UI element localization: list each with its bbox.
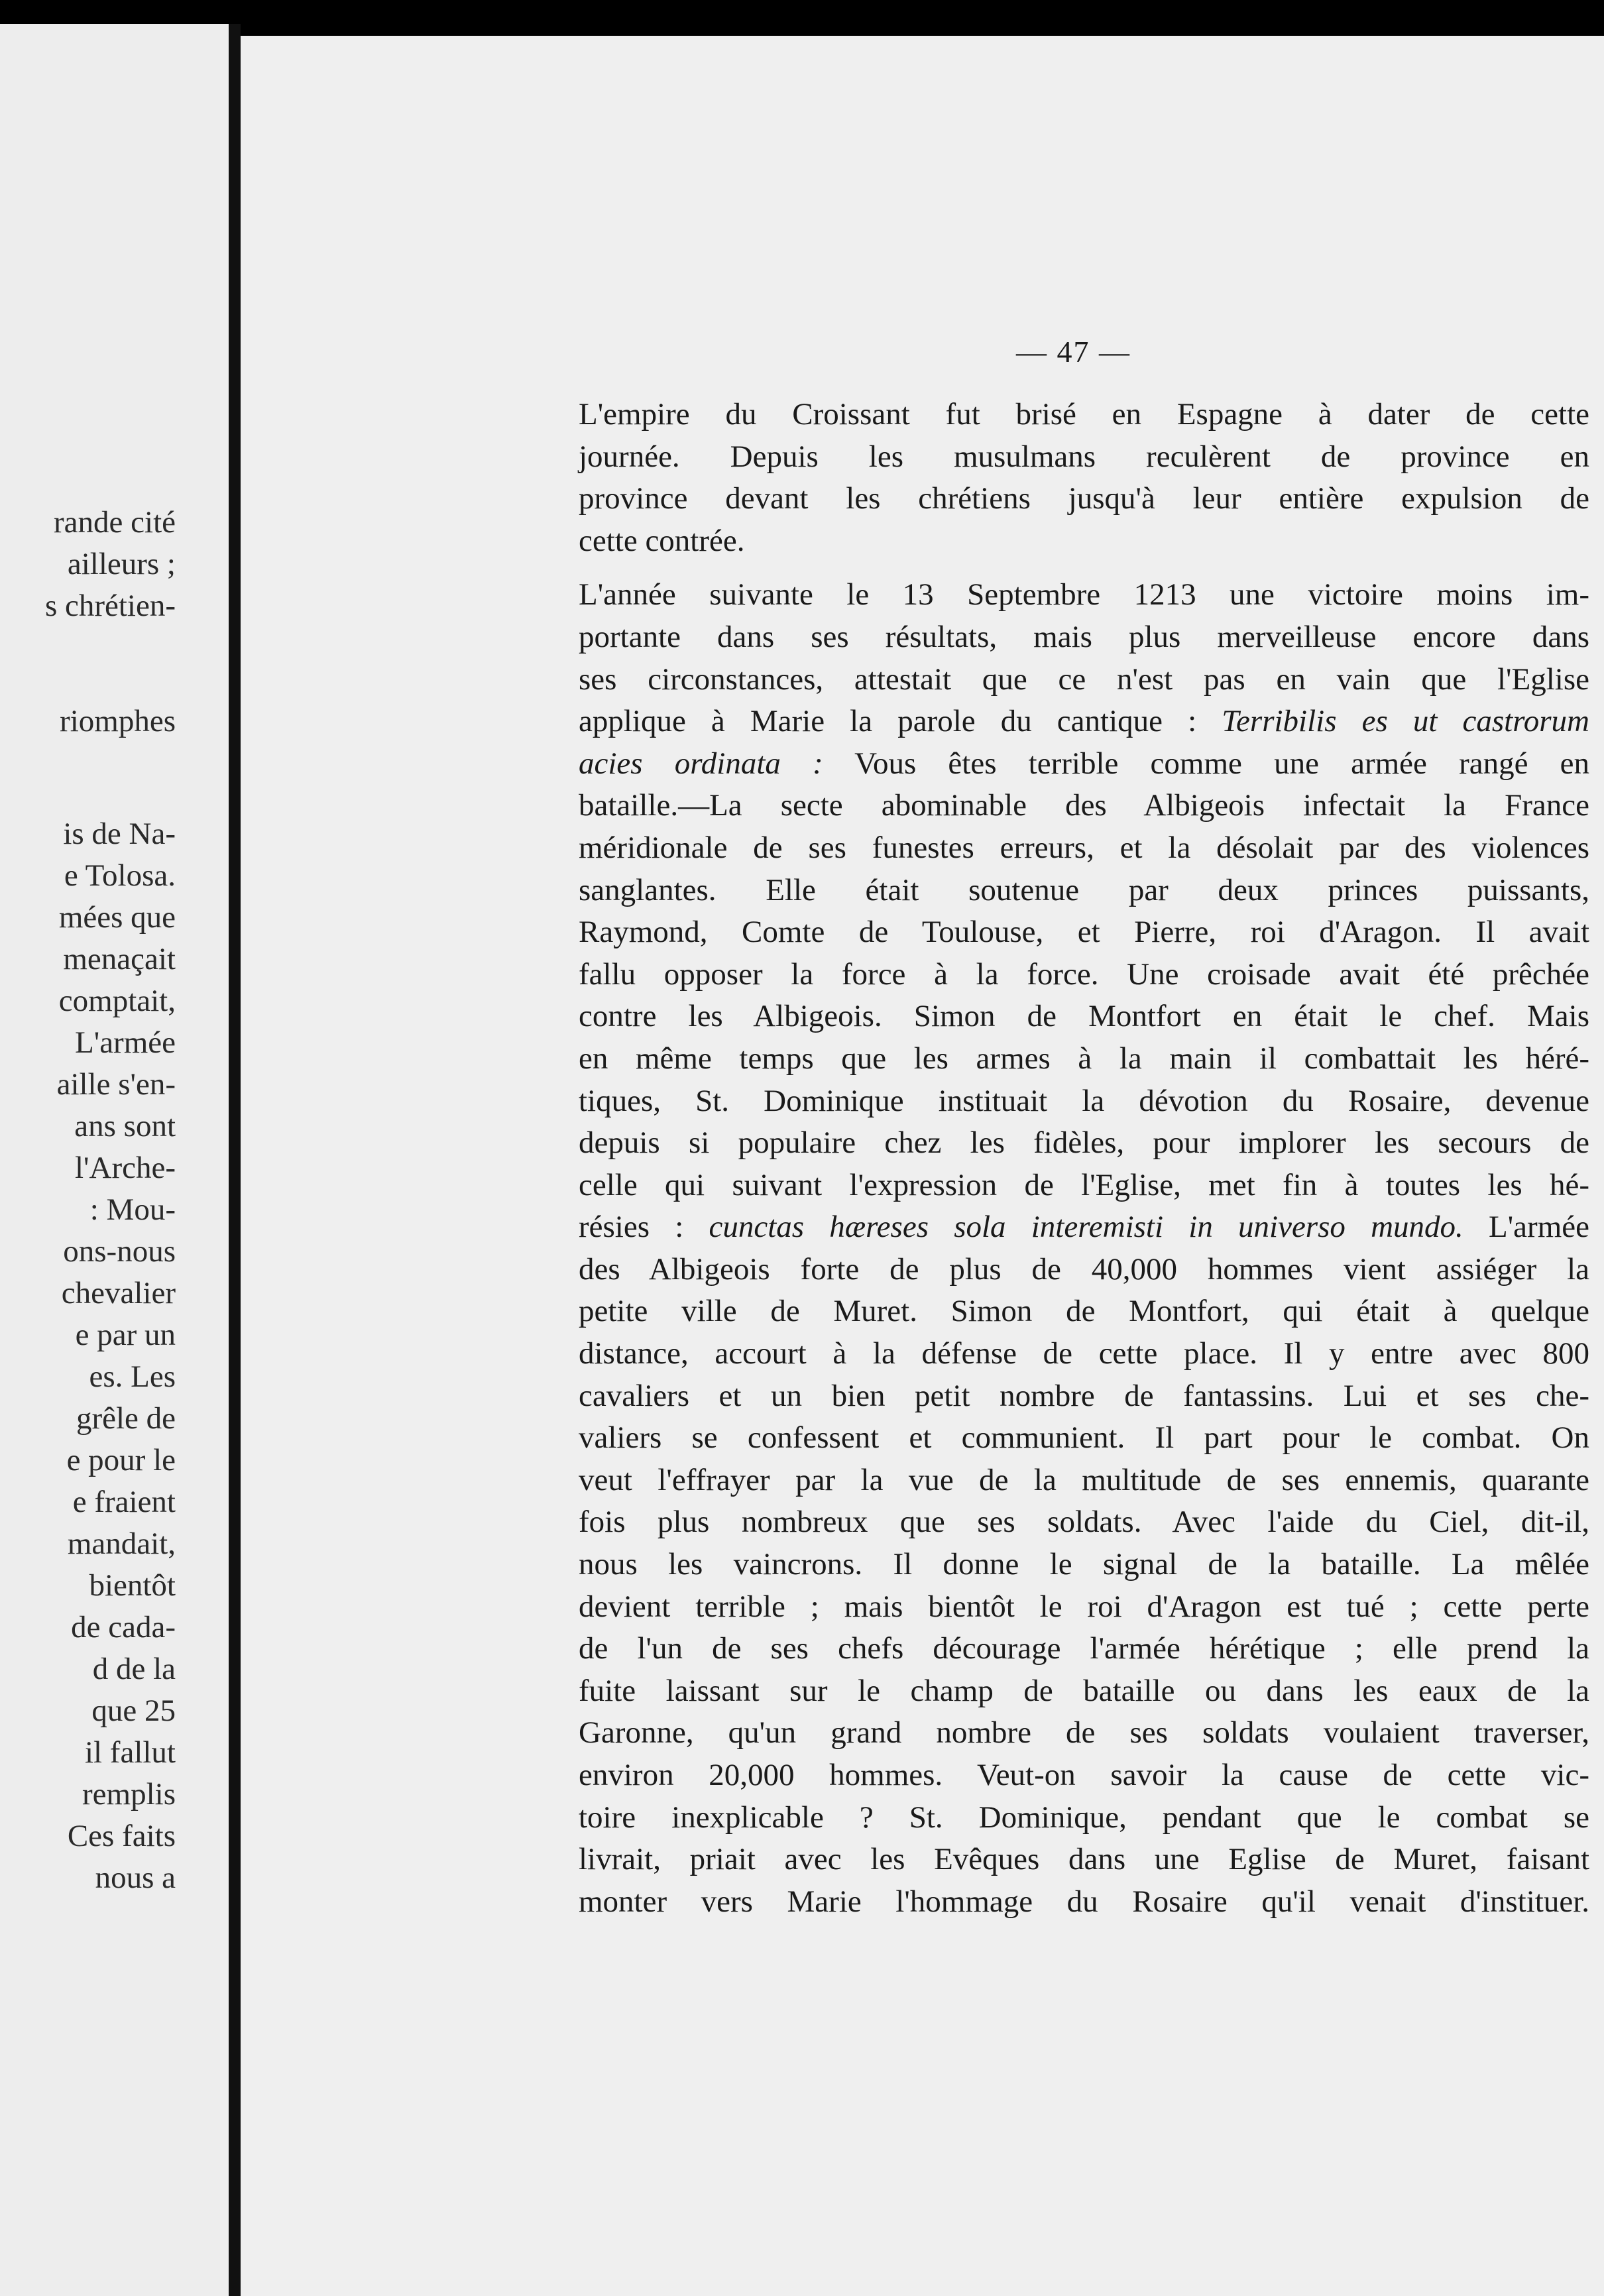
text-line [579, 394, 1589, 436]
facing-page-line: e par un [75, 1318, 176, 1352]
text-segment: celle qui suivant l'expression de l'Eglise, met fin à toutes les hé- [579, 1167, 1589, 1202]
text-segment: bataille.—La secte abominable des Albigeois infectait la France [579, 788, 1589, 823]
facing-page-line: e pour le [66, 1443, 176, 1477]
text-line [579, 1080, 1589, 1123]
text-line [579, 701, 1589, 743]
paragraph [579, 394, 1589, 562]
text-line [579, 870, 1589, 912]
text-segment: fallu opposer la force à la force. Une croisade avait été prêchée [579, 956, 1589, 992]
text-line [579, 1206, 1589, 1249]
facing-page-line: il fallut [84, 1735, 176, 1770]
facing-page-line: nous a [95, 1861, 176, 1895]
facing-page-line: riomphes [60, 704, 176, 738]
text-line [579, 785, 1589, 827]
text-segment: distance, accourt à la défense de cette place. Il y entre avec 800 [579, 1336, 1589, 1371]
text-segment: sanglantes. Elle était soutenue par deux princes puissants, [579, 872, 1589, 907]
text-segment: Raymond, Comte de Toulouse, et Pierre, roi d'Aragon. Il avait [579, 915, 1589, 950]
facing-page-line: e fraient [72, 1485, 176, 1519]
text-segment: L'armée [1463, 1210, 1589, 1245]
text-line [579, 574, 1589, 616]
text-segment: applique à Marie la parole du cantique : [579, 704, 1222, 739]
book-gutter [229, 24, 241, 2296]
text-segment: portante dans ses résultats, mais plus merveilleuse encore dans [579, 619, 1589, 654]
page-body-text [579, 394, 1589, 1923]
facing-page-fragment [0, 24, 229, 2296]
facing-page-line: aille s'en- [56, 1067, 176, 1102]
text-segment: depuis si populaire chez les fidèles, pour implorer les secours de [579, 1125, 1589, 1161]
text-line [579, 1754, 1589, 1797]
text-segment: fois plus nombreux que ses soldats. Avec l'aide du Ciel, dit-il, [579, 1505, 1589, 1540]
facing-page-line: de cada- [71, 1610, 176, 1644]
text-segment: méridionale de ses funestes erreurs, et la désolait par des violences [579, 830, 1589, 865]
text-line [579, 1417, 1589, 1460]
text-segment: contre les Albigeois. Simon de Montfort en était le chef. Mais [579, 999, 1589, 1034]
facing-page-line: rande cité [54, 505, 176, 540]
text-segment: environ 20,000 hommes. Veut-on savoir la cause de cette vic- [579, 1758, 1589, 1792]
facing-page-line: e Tolosa. [64, 858, 176, 893]
text-segment: résies : [579, 1210, 709, 1245]
text-line [579, 743, 1589, 785]
text-line [579, 436, 1589, 479]
text-line [579, 1881, 1589, 1923]
text-segment: cavaliers et un bien petit nombre de fantassins. Lui et ses che- [579, 1378, 1589, 1413]
text-line [579, 954, 1589, 996]
facing-page-line: es. Les [89, 1359, 176, 1394]
latin-quotation: acies ordinata : [579, 746, 823, 781]
text-line [579, 1291, 1589, 1333]
text-line [579, 1165, 1589, 1207]
facing-page-line: mées que [58, 900, 176, 935]
text-line [579, 659, 1589, 701]
latin-quotation: Terribilis es ut castrorum [1222, 704, 1589, 739]
text-segment: L'année suivante le 13 Septembre 1213 une victoire moins im- [579, 577, 1589, 612]
facing-page-line: chevalier [61, 1276, 176, 1310]
text-segment: fuite laissant sur le champ de bataille ou dans les eaux de la [579, 1673, 1589, 1708]
text-segment: journée. Depuis les musulmans reculèrent de province en [579, 439, 1589, 474]
text-line [579, 1544, 1589, 1586]
text-segment: des Albigeois forte de plus de 40,000 hommes vient assiéger la [579, 1251, 1589, 1287]
text-segment: Garonne, qu'un grand nombre de ses soldats voulaient traverser, [579, 1715, 1589, 1751]
text-line [579, 1628, 1589, 1670]
facing-page-line: ailleurs ; [67, 547, 176, 581]
text-line [579, 616, 1589, 659]
facing-page-line: L'armée [75, 1025, 176, 1060]
text-line [579, 1375, 1589, 1418]
text-segment: nous les vaincrons. Il donne le signal de la bataille. La mêlée [579, 1547, 1589, 1582]
text-line [579, 1501, 1589, 1544]
facing-page-line: remplis [82, 1777, 176, 1811]
text-segment: province devant les chrétiens jusqu'à leur entière expulsion de [579, 481, 1589, 516]
facing-page-line: ons-nous [63, 1234, 176, 1269]
text-segment: devient terrible ; mais bientôt le roi d'Aragon est tué ; cette perte [579, 1589, 1589, 1624]
facing-page-line: : Mou- [89, 1192, 176, 1227]
text-segment: petite ville de Muret. Simon de Montfort, qui était à quelque [579, 1294, 1589, 1329]
facing-page-line: mandait, [67, 1526, 176, 1561]
text-line [579, 478, 1589, 520]
text-line [579, 1670, 1589, 1713]
text-segment: livrait, priait avec les Evêques dans une Eglise de Muret, faisant [579, 1842, 1589, 1877]
facing-page-line: is de Na- [63, 817, 176, 851]
text-segment: valiers se confessent et communient. Il part pour le combat. On [579, 1420, 1589, 1456]
facing-page-line: ans sont [74, 1109, 176, 1143]
paragraph [579, 574, 1589, 1923]
facing-page-line: l'Arche- [75, 1151, 176, 1185]
facing-page-line: s chrétien- [44, 589, 176, 623]
text-line [579, 1122, 1589, 1165]
text-line [579, 1586, 1589, 1629]
facing-page-line: bientôt [89, 1568, 176, 1603]
text-line [579, 996, 1589, 1038]
text-segment: cette contrée. [579, 523, 745, 558]
text-segment: L'empire du Croissant fut brisé en Espagne à dater de cette [579, 397, 1589, 431]
facing-page-line: comptait, [58, 984, 176, 1018]
text-segment: toire inexplicable ? St. Dominique, pendant que le combat se [579, 1800, 1589, 1835]
text-line [579, 911, 1589, 954]
text-line [579, 1712, 1589, 1754]
book-page [241, 36, 1604, 2296]
text-segment: en même temps que les armes à la main il combattait les héré- [579, 1041, 1589, 1076]
facing-page-line: grêle de [76, 1401, 176, 1436]
text-line [579, 1839, 1589, 1881]
facing-page-line: menaçait [63, 942, 176, 976]
text-segment: veut l'effrayer par la vue de la multitude de ses ennemis, quarante [579, 1462, 1589, 1497]
text-line [579, 520, 1589, 563]
text-line [579, 1460, 1589, 1502]
text-line [579, 827, 1589, 870]
facing-page-line: que 25 [91, 1693, 176, 1728]
latin-quotation: cunctas hæreses sola interemisti in universo mundo. [709, 1210, 1463, 1245]
text-segment: tiques, St. Dominique instituait la dévotion du Rosaire, devenue [579, 1083, 1589, 1118]
text-line [579, 1797, 1589, 1839]
text-segment: Vous êtes terrible comme une armée rangé en [823, 746, 1589, 781]
text-segment: ses circonstances, attestait que ce n'est pas en vain que l'Eglise [579, 661, 1589, 697]
facing-page-line: d de la [92, 1652, 176, 1686]
text-segment: monter vers Marie l'hommage du Rosaire qu'il venait d'instituer. [579, 1884, 1589, 1919]
text-line [579, 1249, 1589, 1291]
text-line [579, 1038, 1589, 1080]
page-number: — 47 — [1016, 335, 1131, 369]
text-segment: de l'un de ses chefs décourage l'armée hérétique ; elle prend la [579, 1631, 1589, 1666]
text-line [579, 1333, 1589, 1375]
facing-page-line: Ces faits [67, 1819, 176, 1853]
